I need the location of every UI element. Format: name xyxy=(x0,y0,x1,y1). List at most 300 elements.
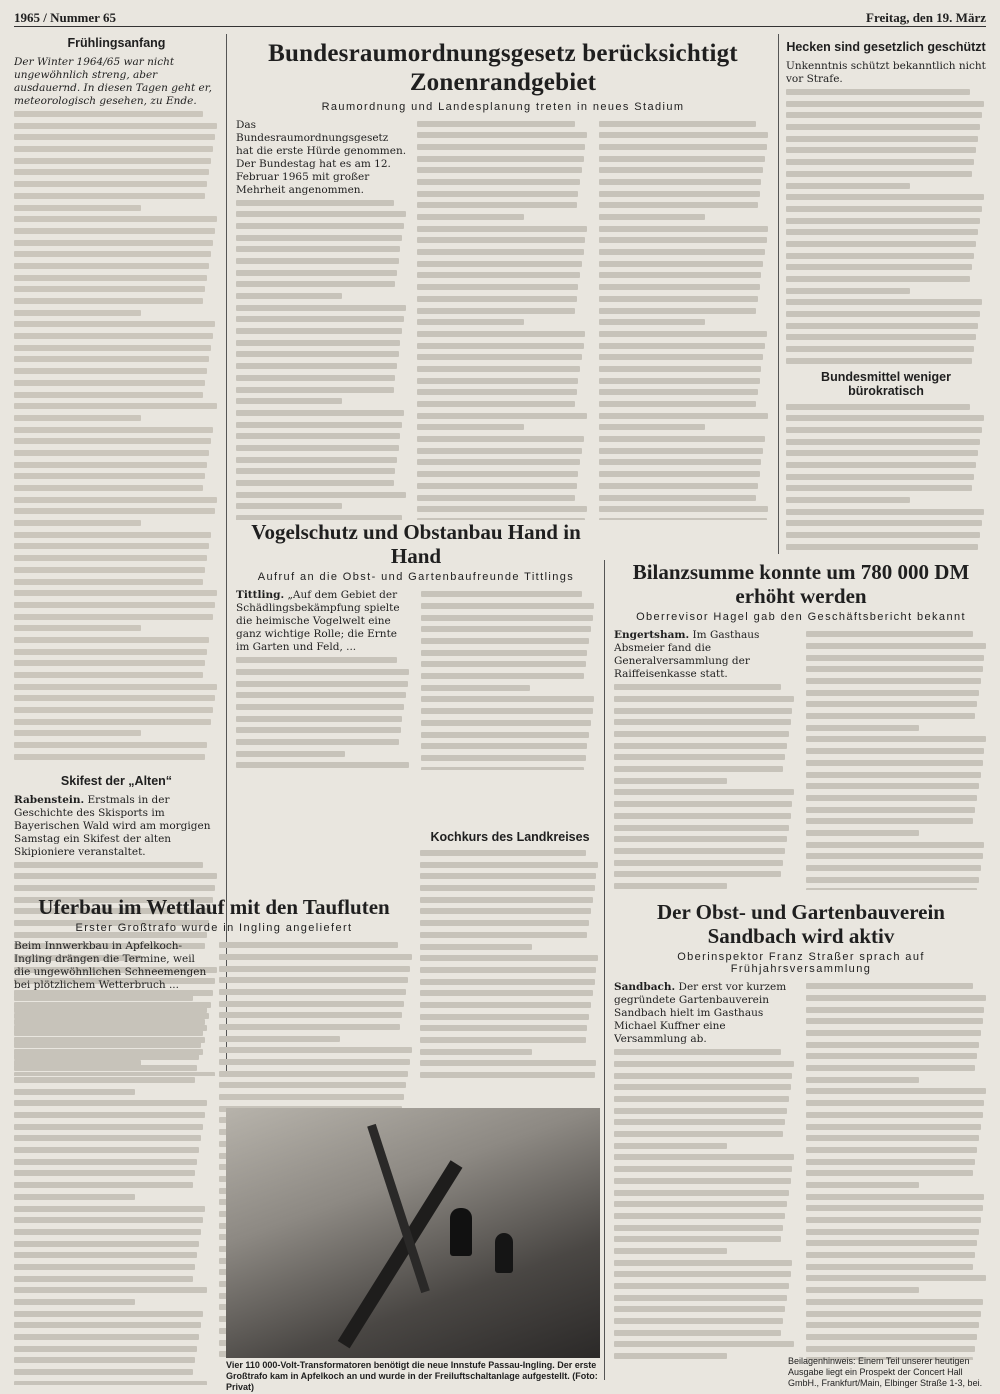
text-line-placeholder xyxy=(806,1170,973,1176)
text-line-placeholder xyxy=(14,356,209,362)
issue-number: 1965 / Nummer 65 xyxy=(14,10,116,25)
text-line-placeholder xyxy=(806,701,977,707)
text-line-placeholder xyxy=(599,471,760,477)
text-line-placeholder xyxy=(236,457,397,463)
text-line-placeholder xyxy=(236,739,399,745)
text-line-placeholder xyxy=(806,853,983,859)
text-line-placeholder xyxy=(14,672,203,678)
text-line-placeholder xyxy=(236,258,399,264)
text-line-placeholder xyxy=(599,319,705,325)
text-line-placeholder xyxy=(806,1275,986,1281)
uferbau-subtitle: Erster Großtrafo wurde in Ingling angeliefert xyxy=(75,922,353,935)
text-line-placeholder xyxy=(14,146,213,152)
text-line-placeholder xyxy=(786,415,984,421)
text-line-placeholder xyxy=(14,637,209,643)
text-line-placeholder xyxy=(14,1241,199,1247)
text-line-placeholder xyxy=(420,873,596,879)
text-line-placeholder xyxy=(599,132,769,138)
text-line-placeholder xyxy=(14,1170,195,1176)
text-line-placeholder xyxy=(219,966,410,972)
text-line-placeholder xyxy=(599,214,705,220)
text-line-placeholder xyxy=(14,216,217,222)
text-line-placeholder xyxy=(421,708,593,714)
text-line-placeholder xyxy=(786,136,978,142)
text-line-placeholder xyxy=(236,681,408,687)
text-line-placeholder xyxy=(806,1135,979,1141)
text-line-placeholder xyxy=(417,448,581,454)
text-line-placeholder xyxy=(14,1252,197,1258)
text-line-placeholder xyxy=(14,473,205,479)
text-line-placeholder xyxy=(420,944,532,950)
text-line-placeholder xyxy=(420,932,587,938)
text-line-placeholder xyxy=(14,450,209,456)
fruehling-title: Frühlingsanfang xyxy=(67,36,166,50)
text-line-placeholder xyxy=(420,1060,596,1066)
text-line-placeholder xyxy=(599,237,767,243)
text-line-placeholder xyxy=(14,485,203,491)
text-line-placeholder xyxy=(806,725,919,731)
text-line-placeholder xyxy=(786,346,974,352)
text-line-placeholder xyxy=(599,202,758,208)
text-line-placeholder xyxy=(614,1154,794,1160)
text-line-placeholder xyxy=(14,462,207,468)
text-line-placeholder xyxy=(786,462,976,468)
text-line-placeholder xyxy=(14,649,207,655)
text-line-placeholder xyxy=(417,378,578,384)
text-line-placeholder xyxy=(806,643,986,649)
vogelschutz-subtitle: Aufruf an die Obst- und Gartenbaufreunde Tittlings xyxy=(257,571,575,584)
text-line-placeholder xyxy=(14,1054,199,1060)
text-line-placeholder xyxy=(614,1061,794,1067)
text-line-placeholder xyxy=(806,1217,981,1223)
text-line-placeholder xyxy=(14,684,217,690)
text-line-placeholder xyxy=(614,696,794,702)
text-line-placeholder xyxy=(14,1135,201,1141)
text-line-placeholder xyxy=(614,766,783,772)
text-line-placeholder xyxy=(599,448,763,454)
text-line-placeholder xyxy=(417,202,576,208)
text-line-placeholder xyxy=(14,1346,197,1352)
text-line-placeholder xyxy=(806,1147,977,1153)
text-line-placeholder xyxy=(14,497,217,503)
text-line-placeholder xyxy=(14,885,215,891)
text-line-placeholder xyxy=(14,1206,205,1212)
text-line-placeholder xyxy=(14,730,141,736)
text-line-placeholder xyxy=(236,503,342,509)
text-line-placeholder xyxy=(786,404,970,410)
text-line-placeholder xyxy=(14,438,211,444)
text-line-placeholder xyxy=(236,410,404,416)
text-line-placeholder xyxy=(599,436,765,442)
text-line-placeholder xyxy=(417,366,580,372)
text-line-placeholder xyxy=(421,743,587,749)
text-line-placeholder xyxy=(806,1088,986,1094)
text-line-placeholder xyxy=(614,836,787,842)
text-line-placeholder xyxy=(420,1014,589,1020)
text-line-placeholder xyxy=(236,468,395,474)
text-line-placeholder xyxy=(614,1236,781,1242)
text-line-placeholder xyxy=(614,754,785,760)
text-line-placeholder xyxy=(219,1082,406,1088)
bilanz-text-lines-1 xyxy=(614,684,796,890)
text-line-placeholder xyxy=(236,762,409,768)
obstverein-lead-paragraph xyxy=(614,981,796,1046)
text-line-placeholder xyxy=(614,1260,792,1266)
text-line-placeholder xyxy=(614,860,783,866)
text-line-placeholder xyxy=(599,401,757,407)
text-line-placeholder xyxy=(417,424,523,430)
text-line-placeholder xyxy=(14,169,209,175)
text-line-placeholder xyxy=(14,275,207,281)
text-line-placeholder xyxy=(599,284,760,290)
text-line-placeholder xyxy=(806,1240,977,1246)
worker-figure xyxy=(450,1208,472,1256)
text-line-placeholder xyxy=(219,1071,408,1077)
text-line-placeholder xyxy=(806,983,973,989)
text-line-placeholder xyxy=(806,1182,919,1188)
text-line-placeholder xyxy=(599,261,763,267)
bundesraum-text-lines-1 xyxy=(236,200,407,521)
text-line-placeholder xyxy=(806,1205,983,1211)
text-line-placeholder xyxy=(219,1001,404,1007)
text-line-placeholder xyxy=(420,979,595,985)
text-line-placeholder xyxy=(417,471,578,477)
text-line-placeholder xyxy=(806,783,979,789)
text-line-placeholder xyxy=(14,1276,193,1282)
text-line-placeholder xyxy=(614,1318,783,1324)
text-line-placeholder xyxy=(14,1065,197,1071)
text-line-placeholder xyxy=(219,977,408,983)
text-line-placeholder xyxy=(14,1147,199,1153)
obstverein-place: Sandbach. xyxy=(614,981,676,994)
text-line-placeholder xyxy=(614,1049,781,1055)
text-line-placeholder xyxy=(599,191,760,197)
text-line-placeholder xyxy=(236,492,406,498)
bilanz-place: Engertsham. xyxy=(614,629,690,642)
bundesraum-subtitle: Raumordnung und Landesplanung treten in neues Stadium xyxy=(321,100,685,113)
obstverein-subtitle: Oberinspektor Franz Straßer sprach auf Frühjahrsversammlung xyxy=(677,951,925,976)
uferbau-lead: Beim Innwerkbau in Apfelkoch-Ingling drängen die Termine, weil die ungewöhnlichen Schneemengen bei plötzlichem Wetterbruch ... xyxy=(14,940,207,992)
text-line-placeholder xyxy=(236,727,401,733)
text-line-placeholder xyxy=(786,147,976,153)
text-line-placeholder xyxy=(786,311,980,317)
text-line-placeholder xyxy=(236,281,395,287)
text-line-placeholder xyxy=(236,422,402,428)
text-line-placeholder xyxy=(14,403,217,409)
text-line-placeholder xyxy=(786,89,970,95)
text-line-placeholder xyxy=(236,351,399,357)
text-line-placeholder xyxy=(14,1357,195,1363)
text-line-placeholder xyxy=(14,263,209,269)
text-line-placeholder xyxy=(599,378,760,384)
text-line-placeholder xyxy=(14,380,205,386)
text-line-placeholder xyxy=(14,543,209,549)
text-line-placeholder xyxy=(786,276,970,282)
text-line-placeholder xyxy=(14,1124,203,1130)
text-line-placeholder xyxy=(614,743,787,749)
text-line-placeholder xyxy=(417,179,580,185)
text-line-placeholder xyxy=(786,497,910,503)
text-line-placeholder xyxy=(614,883,727,889)
text-line-placeholder xyxy=(614,871,781,877)
text-line-placeholder xyxy=(599,272,762,278)
text-line-placeholder xyxy=(599,424,705,430)
text-line-placeholder xyxy=(614,1271,791,1277)
hecken-lead: Unkenntnis schützt bekanntlich nicht vor Strafe. xyxy=(786,60,986,85)
uferbau-text-lines-1 xyxy=(14,995,209,1385)
vogelschutz-lead-paragraph xyxy=(236,589,411,654)
text-line-placeholder xyxy=(236,246,400,252)
text-line-placeholder xyxy=(806,1194,984,1200)
text-line-placeholder xyxy=(14,392,203,398)
text-line-placeholder xyxy=(421,626,591,632)
text-line-placeholder xyxy=(236,751,345,757)
hecken-text-lines xyxy=(786,89,986,364)
text-line-placeholder xyxy=(614,1353,727,1359)
text-line-placeholder xyxy=(599,518,767,520)
text-line-placeholder xyxy=(614,813,791,819)
text-line-placeholder xyxy=(786,171,972,177)
text-line-placeholder xyxy=(614,1201,787,1207)
text-line-placeholder xyxy=(219,1047,412,1053)
text-line-placeholder xyxy=(219,954,412,960)
text-line-placeholder xyxy=(14,111,203,117)
text-line-placeholder xyxy=(14,614,213,620)
text-line-placeholder xyxy=(236,305,406,311)
text-line-placeholder xyxy=(420,1037,586,1043)
skifest-lead-paragraph xyxy=(14,794,219,859)
text-line-placeholder xyxy=(236,433,400,439)
text-line-placeholder xyxy=(786,218,980,224)
text-line-placeholder xyxy=(14,1322,201,1328)
vogelschutz-text-lines-1 xyxy=(236,657,411,770)
text-line-placeholder xyxy=(806,1299,983,1305)
text-line-placeholder xyxy=(806,1030,981,1036)
text-line-placeholder xyxy=(14,1264,195,1270)
text-line-placeholder xyxy=(614,731,789,737)
text-line-placeholder xyxy=(806,807,975,813)
text-line-placeholder xyxy=(417,483,576,489)
text-line-placeholder xyxy=(14,602,215,608)
text-line-placeholder xyxy=(14,1381,207,1385)
text-line-placeholder xyxy=(417,436,583,442)
text-line-placeholder xyxy=(14,345,211,351)
text-line-placeholder xyxy=(14,321,215,327)
text-line-placeholder xyxy=(14,415,141,421)
text-line-placeholder xyxy=(14,333,213,339)
text-line-placeholder xyxy=(806,1053,977,1059)
text-line-placeholder xyxy=(417,272,580,278)
text-line-placeholder xyxy=(236,669,409,675)
text-line-placeholder xyxy=(614,1213,785,1219)
text-line-placeholder xyxy=(599,366,762,372)
text-line-placeholder xyxy=(806,1252,975,1258)
text-line-placeholder xyxy=(599,343,765,349)
bundesraum-text-lines-3 xyxy=(599,121,770,521)
beilage-notice: Beilagenhinweis: Einem Teil unserer heutigen Ausgabe liegt ein Prospekt der Concert Hall GmbH., Frankfurt/Main, Elbinger Straße 1-3, bei. xyxy=(788,1356,983,1388)
text-line-placeholder xyxy=(417,144,585,150)
text-line-placeholder xyxy=(806,818,973,824)
skifest-title: Skifest der „Alten“ xyxy=(60,773,173,788)
text-line-placeholder xyxy=(421,661,586,667)
text-line-placeholder xyxy=(236,211,406,217)
text-line-placeholder xyxy=(236,704,404,710)
text-line-placeholder xyxy=(614,1306,785,1312)
text-line-placeholder xyxy=(614,1084,791,1090)
text-line-placeholder xyxy=(806,1077,919,1083)
text-line-placeholder xyxy=(417,319,523,325)
text-line-placeholder xyxy=(421,673,584,679)
text-line-placeholder xyxy=(236,657,397,663)
uferbau-title: Uferbau im Wettlauf mit den Taufluten xyxy=(38,895,390,919)
text-line-placeholder xyxy=(599,459,762,465)
text-line-placeholder xyxy=(14,995,193,1001)
text-line-placeholder xyxy=(236,316,404,322)
text-line-placeholder xyxy=(14,590,217,596)
bundesraum-text-lines-2 xyxy=(417,121,588,521)
text-line-placeholder xyxy=(786,101,984,107)
text-line-placeholder xyxy=(786,112,982,118)
text-line-placeholder xyxy=(236,716,402,722)
text-line-placeholder xyxy=(786,206,982,212)
text-line-placeholder xyxy=(786,229,978,235)
text-line-placeholder xyxy=(219,1036,340,1042)
text-line-placeholder xyxy=(614,778,727,784)
text-line-placeholder xyxy=(417,156,583,162)
text-line-placeholder xyxy=(806,678,981,684)
text-line-placeholder xyxy=(14,719,211,725)
text-line-placeholder xyxy=(806,713,975,719)
worker-figure xyxy=(495,1233,513,1273)
text-line-placeholder xyxy=(14,1287,207,1293)
text-line-placeholder xyxy=(806,666,983,672)
text-line-placeholder xyxy=(14,240,213,246)
text-line-placeholder xyxy=(420,1002,591,1008)
obstverein-title: Der Obst- und Gartenbauverein Sandbach wird aktiv xyxy=(657,900,945,949)
text-line-placeholder xyxy=(236,270,397,276)
text-line-placeholder xyxy=(236,223,404,229)
text-line-placeholder xyxy=(420,920,589,926)
text-line-placeholder xyxy=(806,1322,979,1328)
column-right-top xyxy=(786,40,986,555)
text-line-placeholder xyxy=(806,1229,979,1235)
text-line-placeholder xyxy=(806,1159,975,1165)
text-line-placeholder xyxy=(806,760,983,766)
text-line-placeholder xyxy=(14,1194,135,1200)
text-line-placeholder xyxy=(219,1094,404,1100)
text-line-placeholder xyxy=(417,249,583,255)
text-line-placeholder xyxy=(614,801,792,807)
text-line-placeholder xyxy=(417,132,587,138)
text-line-placeholder xyxy=(806,842,984,848)
text-line-placeholder xyxy=(417,459,580,465)
text-line-placeholder xyxy=(219,1012,402,1018)
text-line-placeholder xyxy=(614,1225,783,1231)
text-line-placeholder xyxy=(219,1059,410,1065)
bundesmittel-text-lines xyxy=(786,404,986,556)
text-line-placeholder xyxy=(14,134,215,140)
text-line-placeholder xyxy=(219,1024,400,1030)
photo-caption: Vier 110 000-Volt-Transformatoren benötigt die neue Innstufe Passau-Ingling. Der erste Großtrafo kam in Apfelkoch an und wurde in der Freiluftschaltanlage aufgestellt. (Foto: Privat) xyxy=(226,1360,598,1392)
fruehling-lead: Der Winter 1964/65 war nicht ungewöhnlich streng, aber ausdauernd. In diesen Tagen geht er, meteorologisch gesehen, zu Ende. xyxy=(14,56,212,107)
bundesmittel-title: Bundesmittel weniger bürokratisch xyxy=(821,369,951,398)
text-line-placeholder xyxy=(14,707,213,713)
text-line-placeholder xyxy=(14,1089,135,1095)
text-line-placeholder xyxy=(421,755,586,761)
skifest-lead: Erstmals in der Geschichte des Skisports im Bayerischen Wald wird am morgigen Samstag ein Skifest der alten Skipioniere veranstaltet. xyxy=(14,793,211,858)
text-line-placeholder xyxy=(14,1100,207,1106)
text-line-placeholder xyxy=(236,235,402,241)
text-line-placeholder xyxy=(421,696,594,702)
text-line-placeholder xyxy=(806,631,973,637)
text-line-placeholder xyxy=(417,495,575,501)
text-line-placeholder xyxy=(614,1073,792,1079)
text-line-placeholder xyxy=(420,1049,532,1055)
text-line-placeholder xyxy=(421,685,530,691)
obstverein-text-lines-1 xyxy=(614,1049,796,1360)
text-line-placeholder xyxy=(14,579,203,585)
text-line-placeholder xyxy=(14,193,205,199)
bundesraum-lead: Das Bundesraumordnungsgesetz hat die erste Hürde genommen. Der Bundestag hat es am 12. Februar 1965 mit großer Mehrheit angenommen. xyxy=(236,118,407,196)
text-line-placeholder xyxy=(219,989,406,995)
text-line-placeholder xyxy=(806,1346,975,1352)
text-line-placeholder xyxy=(599,495,757,501)
text-line-placeholder xyxy=(14,427,213,433)
text-line-placeholder xyxy=(14,532,211,538)
text-line-placeholder xyxy=(14,158,211,164)
text-line-placeholder xyxy=(14,660,205,666)
text-line-placeholder xyxy=(417,214,523,220)
text-line-placeholder xyxy=(614,1341,794,1347)
text-line-placeholder xyxy=(420,862,598,868)
text-line-placeholder xyxy=(806,1112,983,1118)
text-line-placeholder xyxy=(417,237,585,243)
text-line-placeholder xyxy=(786,439,980,445)
text-line-placeholder xyxy=(14,508,215,514)
text-line-placeholder xyxy=(236,692,406,698)
text-line-placeholder xyxy=(236,363,397,369)
text-line-placeholder xyxy=(806,995,986,1001)
text-line-placeholder xyxy=(614,684,781,690)
text-line-placeholder xyxy=(417,401,575,407)
text-line-placeholder xyxy=(786,427,982,433)
text-line-placeholder xyxy=(14,625,141,631)
text-line-placeholder xyxy=(806,888,977,890)
text-line-placeholder xyxy=(14,181,207,187)
text-line-placeholder xyxy=(786,253,974,259)
text-line-placeholder xyxy=(614,708,792,714)
text-line-placeholder xyxy=(420,897,593,903)
text-line-placeholder xyxy=(14,1369,193,1375)
issue-date: Freitag, den 19. März xyxy=(866,10,986,25)
text-line-placeholder xyxy=(14,251,211,257)
text-line-placeholder xyxy=(236,328,402,334)
text-line-placeholder xyxy=(614,789,794,795)
text-line-placeholder xyxy=(420,850,586,856)
obstverein-article xyxy=(614,900,988,1360)
text-line-placeholder xyxy=(806,1334,977,1340)
bilanz-article xyxy=(614,560,988,890)
text-line-placeholder xyxy=(786,334,976,340)
text-line-placeholder xyxy=(14,310,141,316)
text-line-placeholder xyxy=(614,719,791,725)
text-line-placeholder xyxy=(599,389,758,395)
text-line-placeholder xyxy=(236,200,394,206)
text-line-placeholder xyxy=(786,323,978,329)
text-line-placeholder xyxy=(236,293,342,299)
text-line-placeholder xyxy=(14,1077,195,1083)
text-line-placeholder xyxy=(14,1112,205,1118)
